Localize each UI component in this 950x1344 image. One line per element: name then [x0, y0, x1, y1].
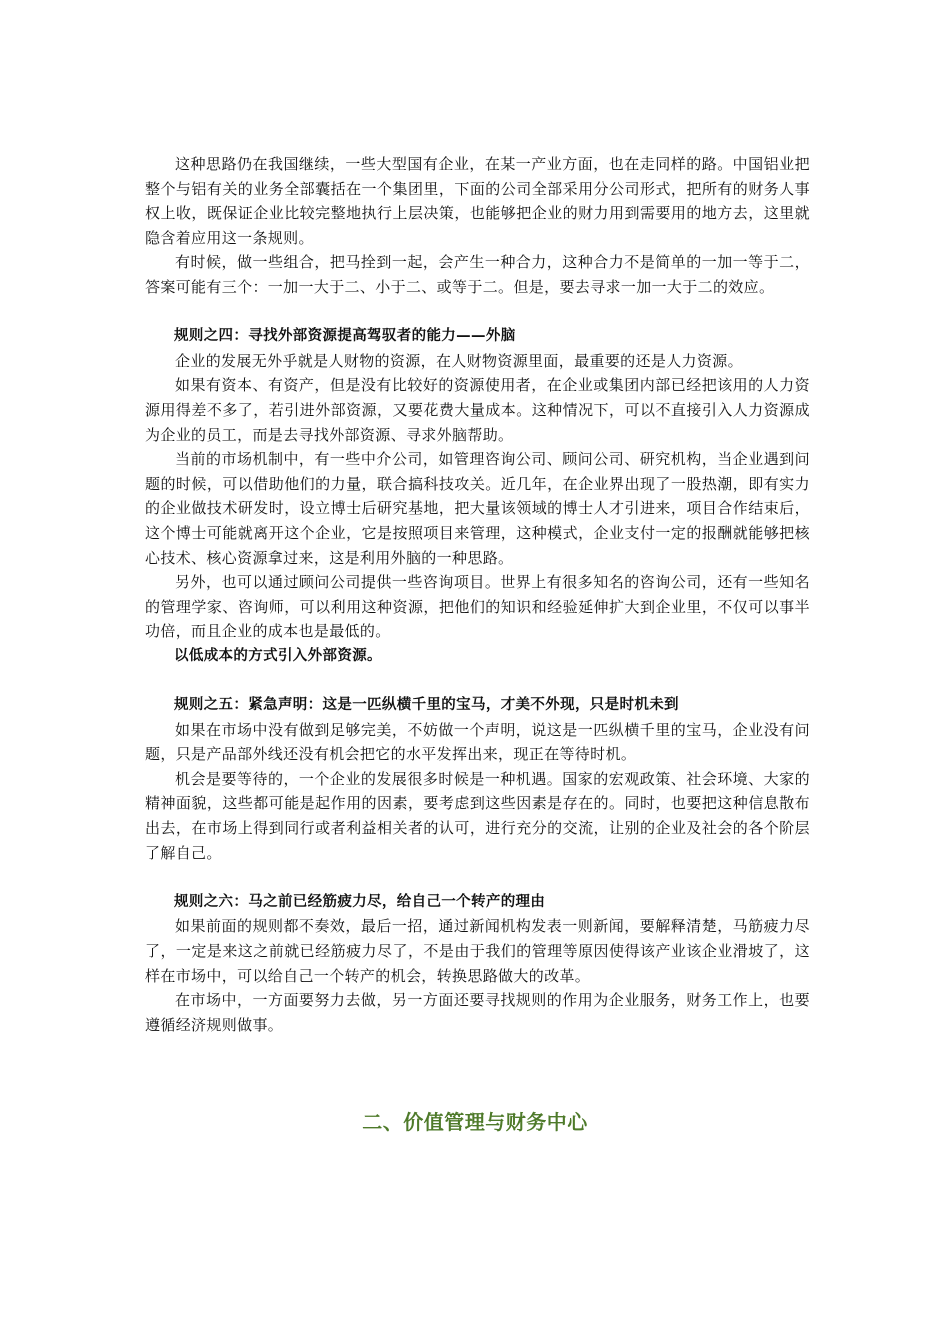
rule5-paragraph-1: 如果在市场中没有做到足够完美，不妨做一个声明，说这是一匹纵横千里的宝马，企业没有问题，只是产品部外线还没有机会把它的水平发挥出来，现正在等待时机。 [145, 720, 810, 764]
rule4-paragraph-3: 当前的市场机制中，有一些中介公司，如管理咨询公司、顾问公司、研究机构，当企业遇到问题的时候，可以借助他们的力量，联合搞科技攻关。近几年，在企业界出现了一股热潮，即有实力的企业做技术研发时，设立博士后研究基地，把大量该领域的博士人才引进来，项目合作结束后，这个博士可能就离开这个企业，它是按照项目来管理，这种模式，企业支付一定的报酬就能够把核心技术、核心资源拿过来，这是利用外脑的一种思路。 [145, 450, 810, 567]
document-body [145, 152, 810, 1037]
rule4-paragraph-4: 另外，也可以通过顾问公司提供一些咨询项目。世界上有很多知名的咨询公司，还有一些知名的管理学家、咨询师，可以利用这种资源，把他们的知识和经验延伸扩大到企业里，不仅可以事半功倍，而且企业的成本也是最低的。 [145, 573, 810, 641]
section-title: 二、价值管理与财务中心 [362, 1110, 588, 1134]
rule6-paragraph-2: 在市场中，一方面要努力去做，另一方面还要寻找规则的作用为企业服务，财务工作上，也要遵循经济规则做事。 [145, 991, 810, 1034]
rule6-heading: 规则之六：马之前已经筋疲力尽，给自己一个转产的理由 [174, 893, 546, 910]
rule4-summary: 以低成本的方式引入外部资源。 [174, 647, 382, 664]
rule6-paragraph-1: 如果前面的规则都不奏效，最后一招，通过新闻机构发表一则新闻，要解释清楚，马筋疲力尽了，一定是来这之前就已经筋疲力尽了，不是由于我们的管理等原因使得该产业该企业滑坡了，这样在市场中，可以给自己一个转产的机会，转换思路做大的改革。 [145, 917, 810, 985]
rule4-paragraph-1: 企业的发展无外乎就是人财物的资源，在人财物资源里面，最重要的还是人力资源。 [175, 351, 743, 370]
rule4-paragraph-2: 如果有资本、有资产，但是没有比较好的资源使用者，在企业或集团内部已经把该用的人力资源用得差不多了，若引进外部资源，又要花费大量成本。这种情况下，可以不直接引入人力资源成为企业的员工，而是去寻找外部资源、寻求外脑帮助。 [145, 376, 810, 444]
rule4-heading: 规则之四：寻找外部资源提高驾驭者的能力——外脑 [174, 328, 516, 345]
intro-paragraph-2: 有时候，做一些组合，把马拴到一起，会产生一种合力，这种合力不是简单的一加一等于二，答案可能有三个：一加一大于二、小于二、或等于二。但是，要去寻求一加一大于二的效应。 [145, 253, 810, 296]
rule5-heading: 规则之五：紧急声明：这是一匹纵横千里的宝马，才美不外现，只是时机未到 [174, 697, 679, 714]
rule5-paragraph-2: 机会是要等待的，一个企业的发展很多时候是一种机遇。国家的宏观政策、社会环境、大家的精神面貌，这些都可能是起作用的因素，要考虑到这些因素是存在的。同时，也要把这种信息散布出去，在市场上得到同行或者利益相关者的认可，进行充分的交流，让别的企业及社会的各个阶层了解自己。 [145, 769, 810, 862]
intro-paragraph-1: 这种思路仍在我国继续，一些大型国有企业，在某一产业方面，也在走同样的路。中国铝业把整个与铝有关的业务全部囊括在一个集团里，下面的公司全部采用分公司形式，把所有的财务人事权上收，既保证企业比较完整地执行上层决策，也能够把企业的财力用到需要用的地方去，这里就隐含着应用这一条规则。 [145, 155, 810, 247]
